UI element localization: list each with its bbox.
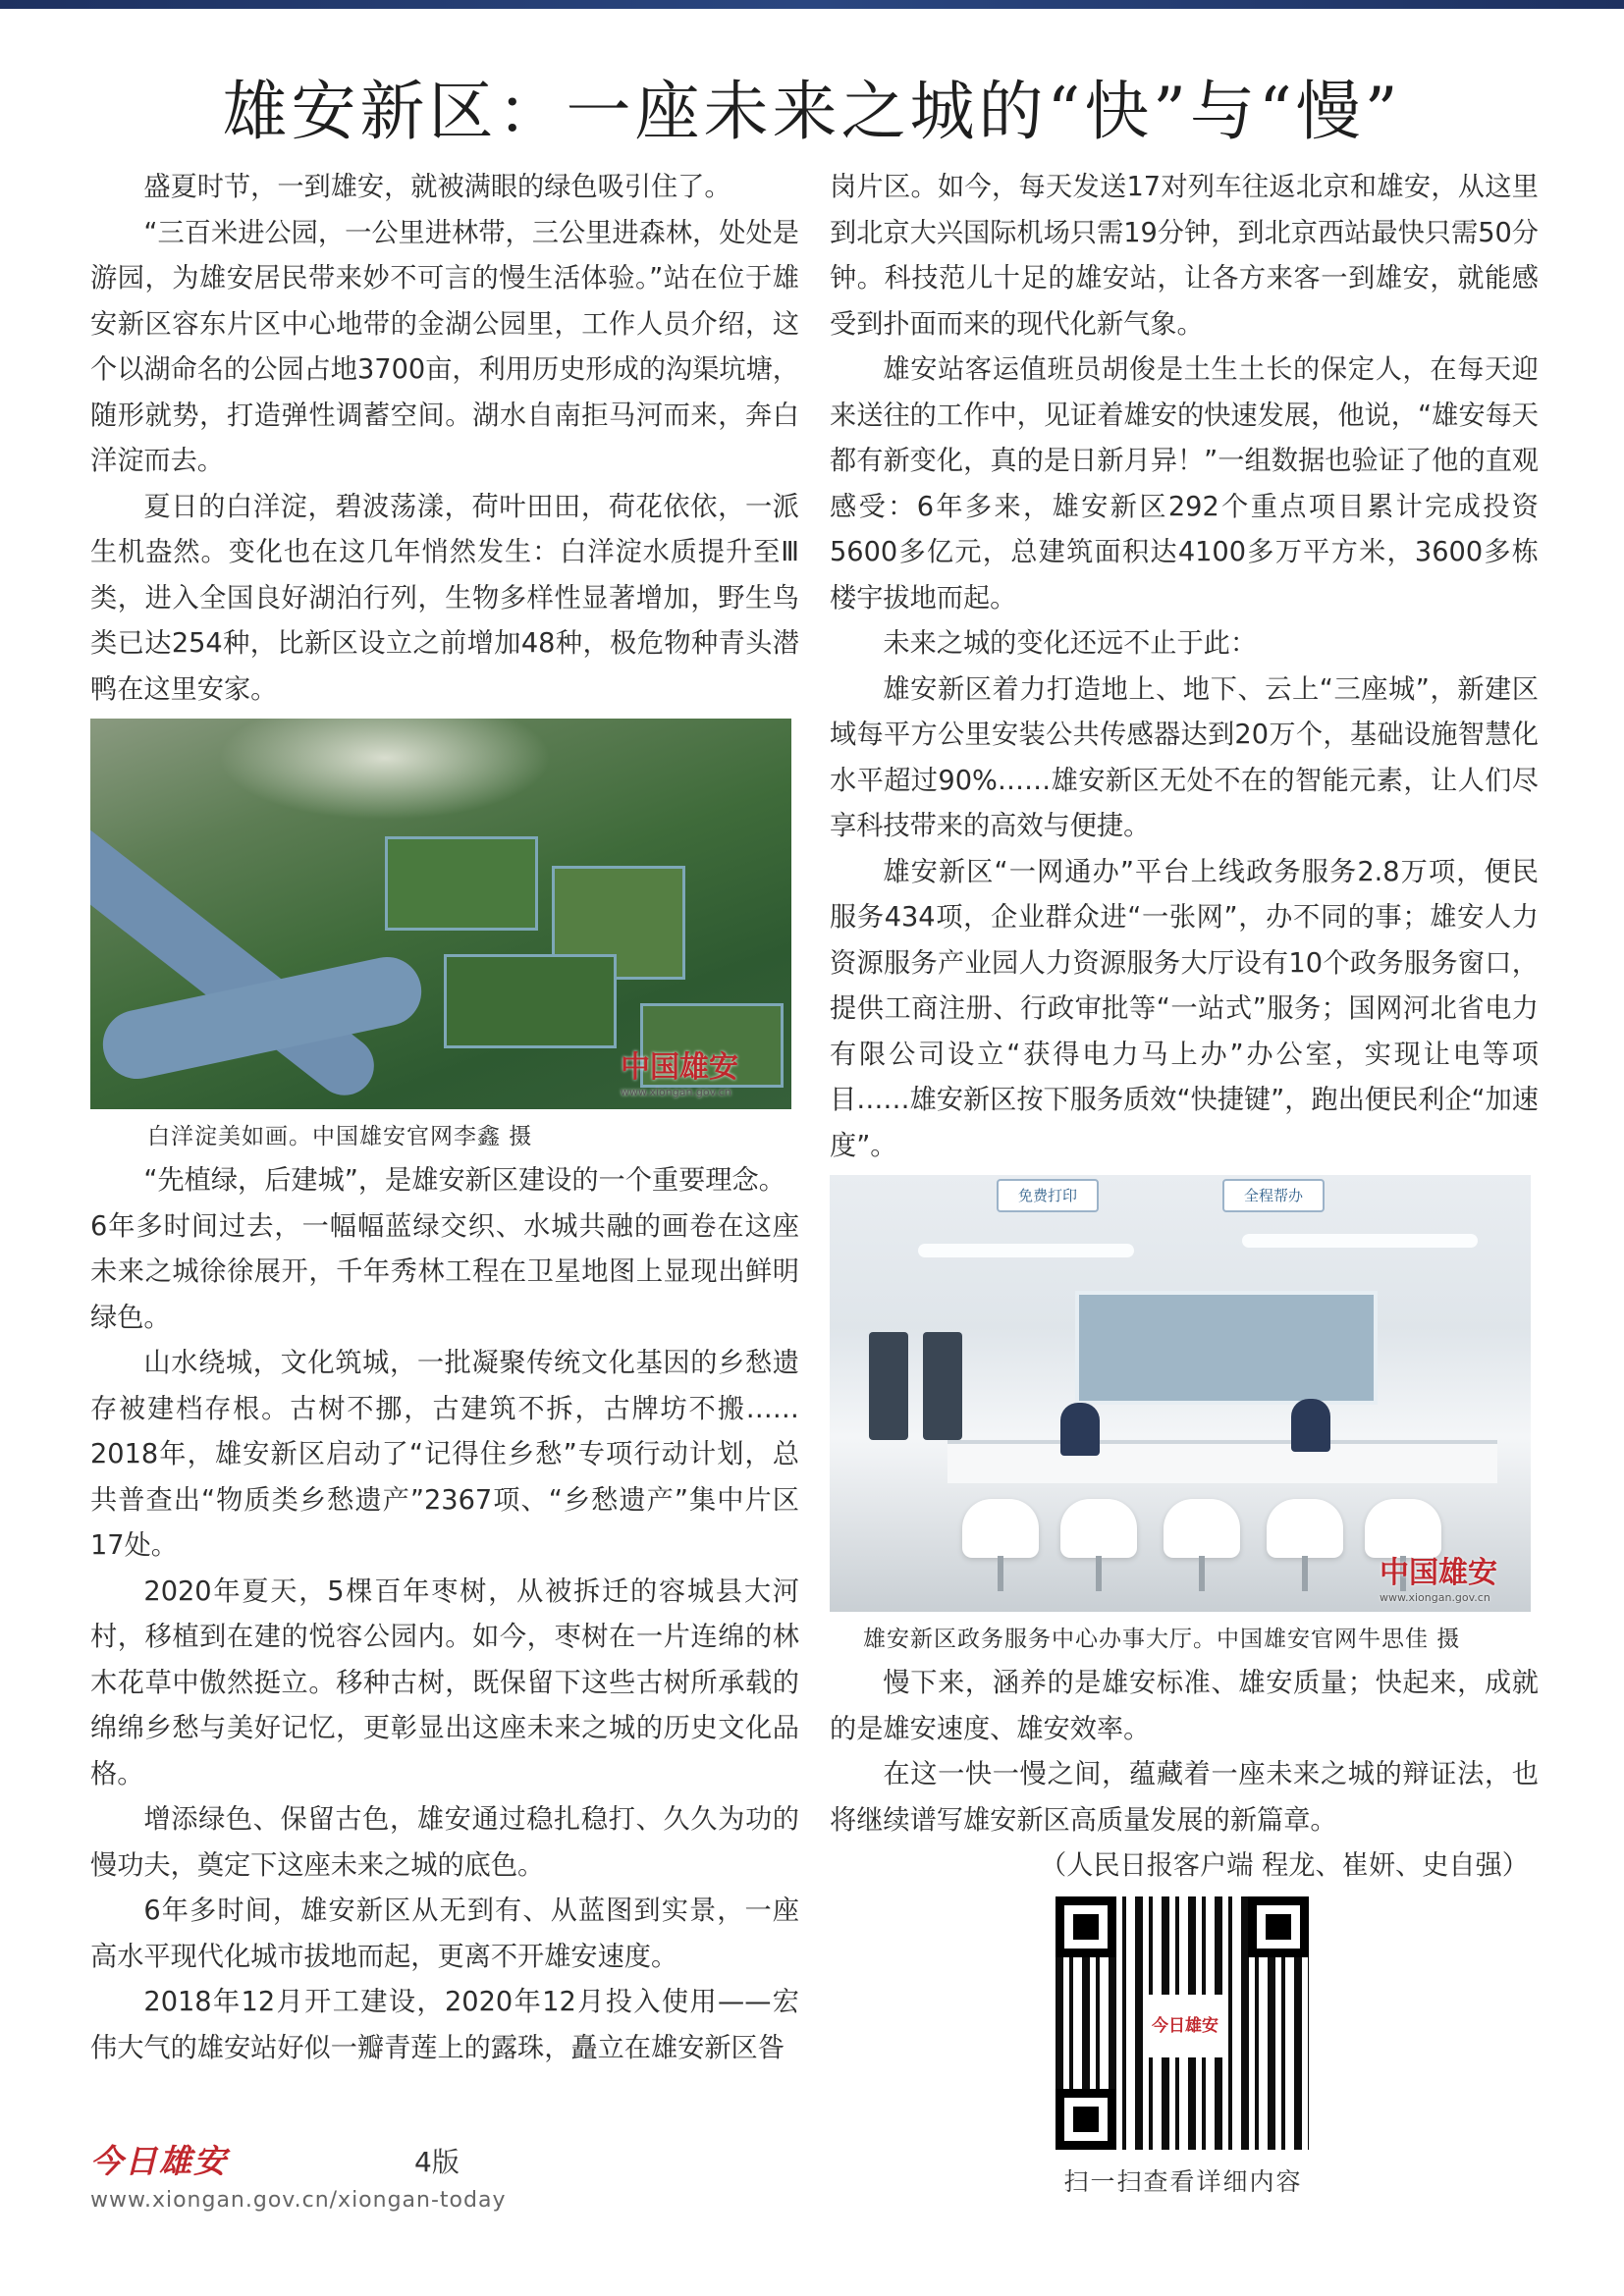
article-paragraph: 岗片区。如今，每天发送17对列车往返北京和雄安，从这里到北京大兴国际机场只需19分钟，到北京西站最快只需50分钟。科技范儿十足的雄安站，让各方来客一到雄安，就能感受到扑面而来的现代化新气象。 [830,172,1539,340]
article-paragraph: “三百米进公园，一公里进林带，三公里进森林，处处是游园，为雄安居民带来妙不可言的慢生活体验。”站在位于雄安新区容东片区中心地带的金湖公园里，工作人员介绍，这个以湖命名的公园占地3700亩，利用历史形成的沟渠坑塘，随形就势，打造弹性调蓄空间。湖水自南拒马河而来，奔白洋淀而去。 [90,217,799,476]
staff-figure [1291,1399,1330,1452]
ceiling-light [918,1244,1134,1257]
qr-caption: 扫一扫查看详细内容 [1063,2167,1303,2196]
ceiling-light [1242,1234,1478,1248]
article-paragraph: 在这一快一慢之间，蕴藏着一座未来之城的辩证法，也将继续谱写雄安新区高质量发展的新篇章。 [830,1759,1539,1836]
article-paragraph: 盛夏时节，一到雄安，就被满眼的绿色吸引住了。 [143,172,731,202]
qr-finder-pattern [1056,2089,1116,2150]
self-service-kiosk [923,1332,962,1440]
article-paragraph: 慢下来，涵养的是雄安标准、雄安质量；快起来，成就的是雄安速度、雄安效率。 [830,1668,1539,1744]
chair-leg [1199,1556,1205,1591]
page-title: 雄安新区：一座未来之城的“快”与“慢” [222,74,1402,149]
top-accent-bar [0,0,1624,9]
footer-url[interactable]: www.xiongan.gov.cn/xiongan-today [90,2188,507,2213]
chair [1060,1499,1137,1558]
self-service-kiosk [869,1332,908,1440]
article-paragraph: 未来之城的变化还远不止于此： [883,628,1258,659]
article-paragraph: 2018年12月开工建设，2020年12月投入使用——宏伟大气的雄安站好似一瓣青莲上的露珠，矗立在雄安新区昝 [90,1987,799,2063]
chair [1267,1499,1343,1558]
article-credit: （人民日报客户端 程龙、崔妍、史自强） [1039,1850,1529,1881]
article-paragraph: 雄安新区着力打造地上、地下、云上“三座城”，新建区域每平方公里安装公共传感器达到20万个，基础设施智慧化水平超过90%……雄安新区无处不在的智能元素，让人们尽享科技带来的高效与便捷。 [830,673,1539,841]
footer-page-number: 4版 [414,2146,460,2178]
article-paragraph: 夏日的白洋淀，碧波荡漾，荷叶田田，荷花依依，一派生机盎然。变化也在这几年悄然发生：白洋淀水质提升至Ⅲ类，进入全国良好湖泊行列，生物多样性显著增加，野生鸟类已达254种，比新区设立之前增加48种，极危物种青头潜鸭在这里安家。 [90,491,799,705]
wall-display [1075,1291,1378,1405]
chair-leg [1096,1556,1102,1591]
chair [1164,1499,1240,1558]
baiyangdian-photo [90,719,791,1109]
service-hall-photo [830,1175,1531,1612]
qr-code[interactable] [1056,1896,1309,2150]
article-paragraph: 6年多时间，雄安新区从无到有、从蓝图到实景，一座高水平现代化城市拔地而起，更离不开雄安速度。 [90,1896,799,1972]
staff-figure [1060,1403,1100,1456]
chair-leg [1302,1556,1308,1591]
sign-help: 全程帮办 [1222,1179,1325,1212]
article-paragraph: 雄安站客运值班员胡俊是土生土长的保定人，在每天迎来送往的工作中，见证着雄安的快速发展，他说，“雄安每天都有新变化，真的是日新月异！”一组数据也验证了他的直观感受：6年多来，雄安新区292个重点项目累计完成投资5600多亿元，总建筑面积达4100多万平方米，3600多栋楼宇拔地而起。 [830,354,1539,614]
service-counter [947,1440,1497,1483]
photo-caption: 雄安新区政务服务中心办事大厅。中国雄安官网牛思佳 摄 [863,1627,1461,1652]
article-paragraph: 2020年夏天，5棵百年枣树，从被拆迁的容城县大河村，移植到在建的悦容公园内。如今，枣树在一片连绵的林木花草中傲然挺立。移种古树，既保留下这些古树所承载的绵绵乡愁与美好记忆，更彰显出这座未来之城的历史文化品格。 [90,1575,799,1789]
article-paragraph: 山水绕城，文化筑城，一批凝聚传统文化基因的乡愁遗存被建档存根。古树不挪，古建筑不拆，古牌坊不搬……2018年，雄安新区启动了“记得住乡愁”专项行动计划，总共普查出“物质类乡愁遗产”2367项、“乡愁遗产”集中片区17处。 [90,1348,799,1561]
article-paragraph: 6年多时间过去，一幅幅蓝绿交织、水城共融的画卷在这座未来之城徐徐展开，千年秀林工程在卫星地图上显现出鲜明绿色。 [90,1210,799,1333]
photo-caption: 白洋淀美如画。中国雄安官网李鑫 摄 [147,1124,533,1149]
field-plot [444,954,617,1048]
chair [962,1499,1039,1558]
article-paragraph: 增添绿色、保留古色，雄安通过稳扎稳打、久久为功的慢功夫，奠定下这座未来之城的底色。 [90,1804,799,1881]
qr-finder-pattern [1056,1896,1116,1957]
field-plot [385,836,538,931]
qr-finder-pattern [1248,1896,1309,1957]
sign-print: 免费打印 [997,1179,1099,1212]
left-column [90,165,799,2071]
qr-logo: 今日雄安 [1148,1995,1222,2057]
photo-watermark: 中国雄安 www.xiongan.gov.cn [621,1050,738,1098]
photo-watermark: 中国雄安 www.xiongan.gov.cn [1380,1556,1497,1604]
article-paragraph: “先植绿，后建城”，是雄安新区建设的一个重要理念。 [143,1165,785,1196]
right-column [830,165,1539,1890]
article-paragraph: 雄安新区“一网通办”平台上线政务服务2.8万项，便民服务434项，企业群众进“一张网”，办不同的事；雄安人力资源服务产业园人力资源服务大厅设有10个政务服务窗口，提供工商注册、行政审批等“一站式”服务；国网河北省电力有限公司设立“获得电力马上办”办公室，实现让电等项目……雄安新区按下服务质效“快捷键”，跑出便民利企“加速度”。 [830,856,1539,1161]
footer-brand-logo: 今日雄安 [90,2142,228,2180]
chair-leg [998,1556,1003,1591]
